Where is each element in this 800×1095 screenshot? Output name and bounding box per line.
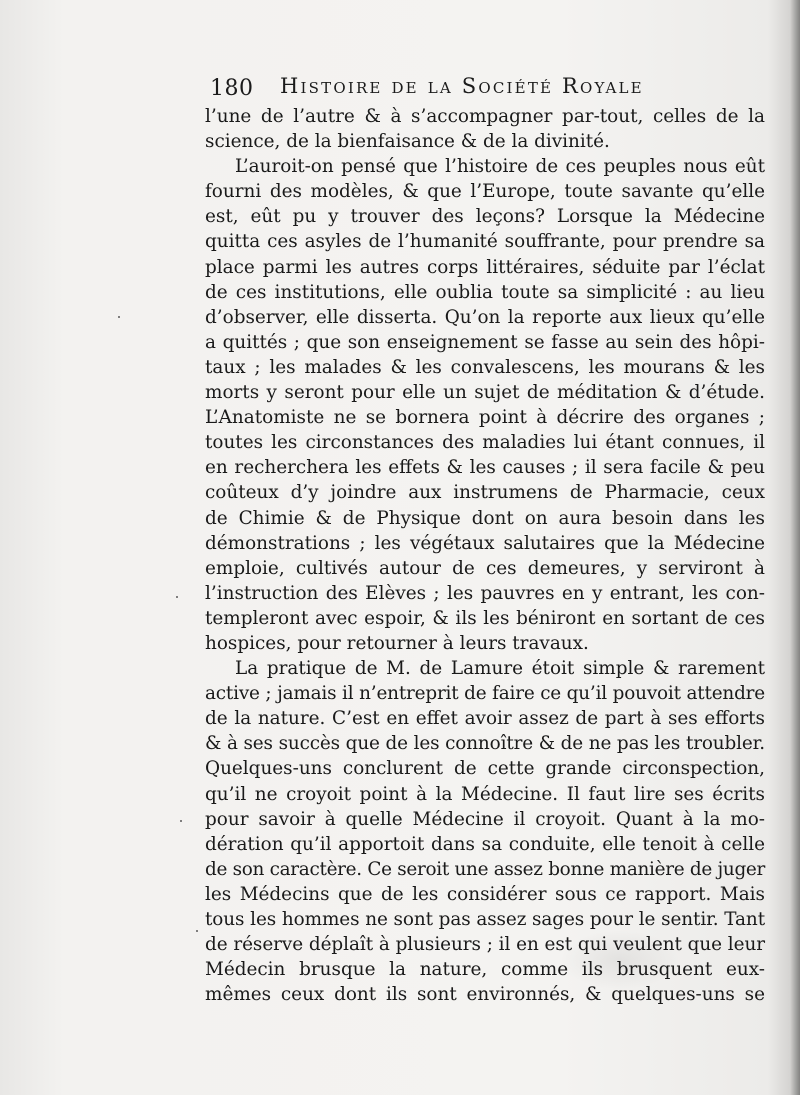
- text-line: L’Anatomiste ne se bornera point à décrire des organes ;: [205, 407, 765, 429]
- text-line: templeront avec espoir, & ils les béniront en sortant de ces: [205, 607, 765, 629]
- page-header: [210, 74, 730, 104]
- text-line: Quelques-uns conclurent de cette grande circonspection,: [205, 758, 765, 780]
- paper-speck: [118, 316, 120, 318]
- text-line: active ; jamais il n’entreprit de faire ce qu’il pouvoit attendre: [205, 683, 765, 705]
- text-line: est, eût pu y trouver des leçons? Lorsque la Médecine: [205, 206, 765, 228]
- text-line: mêmes ceux dont ils sont environnés, & quelques-uns se: [205, 984, 765, 1006]
- paper-speck: [180, 820, 182, 822]
- text-line: coûteux d’y joindre aux instrumens de Pharmacie, ceux: [205, 482, 765, 504]
- text-line: de ces institutions, elle oublia toute sa simplicité : au lieu: [205, 281, 765, 303]
- text-line: de Chimie & de Physique dont on aura besoin dans les: [205, 507, 765, 529]
- text-line: emploie, cultivés autour de ces demeures, y serviront à: [205, 557, 765, 579]
- text-line: de la nature. C’est en effet avoir assez de part à ses efforts: [205, 708, 765, 730]
- body-text: [205, 104, 765, 1007]
- text-line: morts y seront pour elle un sujet de méditation & d’étude.: [205, 382, 765, 404]
- text-line: en recherchera les effets & les causes ; il sera facile & peu: [205, 457, 765, 479]
- page-number: 180: [210, 76, 254, 101]
- text-line: a quittés ; que son enseignement se fasse au sein des hôpi-: [205, 331, 765, 353]
- text-line: démonstrations ; les végétaux salutaires que la Médecine: [205, 532, 765, 554]
- running-head: Histoire de la Société Royale: [280, 74, 644, 98]
- text-line: hospices, pour retourner à leurs travaux.: [205, 632, 589, 654]
- text-line: de réserve déplaît à plusieurs ; il en est qui veulent que leur: [205, 934, 765, 956]
- text-line: science, de la bienfaisance & de la divinité.: [205, 131, 610, 153]
- page-edge-shadow: [790, 0, 800, 1095]
- text-line: & à ses succès que de les connoître & de ne pas les troubler.: [205, 733, 765, 755]
- text-line: quitta ces asyles de l’humanité souffrante, pour prendre sa: [205, 231, 765, 253]
- text-line: qu’il ne croyoit point à la Médecine. Il faut lire ses écrits: [205, 783, 765, 805]
- text-line: les Médecins que de les considérer sous ce rapport. Mais: [205, 883, 765, 905]
- text-line: Médecin brusque la nature, comme ils brusquent eux-: [205, 959, 765, 981]
- text-line: pour savoir à quelle Médecine il croyoit. Quant à la mo-: [205, 808, 765, 830]
- paper-speck: [176, 596, 178, 598]
- text-line: dération qu’il apportoit dans sa conduite, elle tenoit à celle: [205, 833, 765, 855]
- paper-speck: [196, 930, 198, 932]
- text-line: toutes les circonstances des maladies lui étant connues, il: [205, 432, 765, 454]
- text-line: l’une de l’autre & à s’accompagner par-tout, celles de la: [205, 106, 765, 127]
- text-line: La pratique de M. de Lamure étoit simple & rarement: [235, 658, 765, 680]
- text-line: L’auroit-on pensé que l’histoire de ces peuples nous eût: [235, 156, 765, 178]
- text-line: de son caractère. Ce seroit une assez bonne manière de juger: [205, 858, 765, 880]
- text-line: d’observer, elle disserta. Qu’on la reporte aux lieux qu’elle: [205, 306, 765, 328]
- text-line: tous les hommes ne sont pas assez sages pour le sentir. Tant: [205, 909, 765, 930]
- text-line: taux ; les malades & les convalescens, les mourans & les: [205, 356, 765, 378]
- text-line: place parmi les autres corps littéraires, séduite par l’éclat: [205, 256, 765, 278]
- text-line: fourni des modèles, & que l’Europe, toute savante qu’elle: [205, 181, 765, 203]
- text-line: l’instruction des Elèves ; les pauvres en y entrant, les con-: [205, 582, 765, 604]
